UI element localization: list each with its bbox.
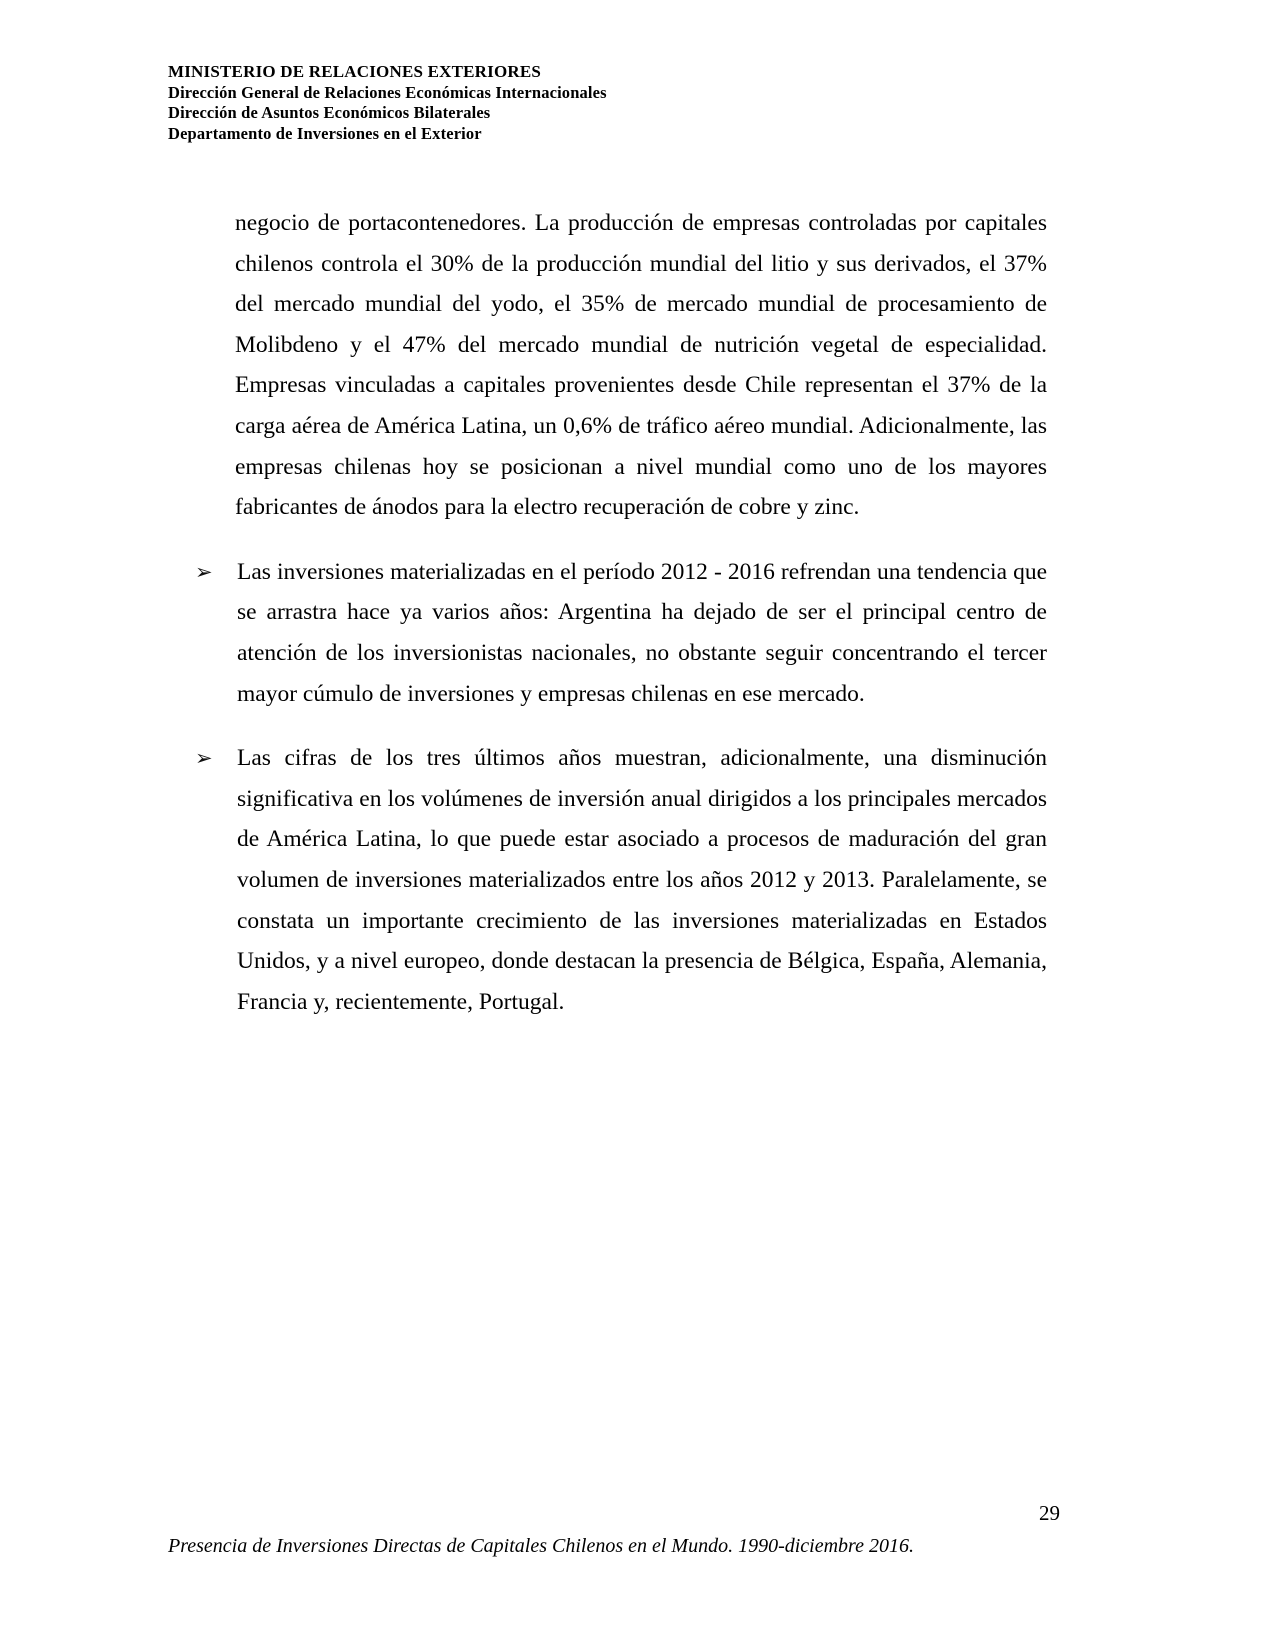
letterhead-header [168, 62, 1048, 144]
bullet-spacer [235, 714, 1047, 738]
list-item-text: Las inversiones materializadas en el período 2012 - 2016 refrendan una tendencia que se arrastra hace ya varios años: Argentina ha dejado de ser el principal centro de atención de los inversionistas nacionales, no obstante seguir concentrando el tercer mayor cúmulo de inversiones y empresas chilenas en ese mercado. [237, 558, 1047, 707]
list-item-text: Las cifras de los tres últimos años muestran, adicionalmente, una disminución significativa en los volúmenes de inversión anual dirigidos a los principales mercados de América Latina, lo que puede estar asociado a procesos de maduración del gran volumen de inversiones materializados entre los años 2012 y 2013. Paralelamente, se constata un importante crecimiento de las inversiones materializadas en Estados Unidos, y a nivel europeo, donde destacan la presencia de Bélgica, España, Alemania, Francia y, recientemente, Portugal. [237, 745, 1047, 1015]
document-body [195, 203, 1047, 1022]
list-item [195, 738, 1047, 1022]
bullet-list [195, 552, 1047, 1023]
footer-citation: Presencia de Inversiones Directas de Capitales Chilenos en el Mundo. 1990-diciembre 2016. [168, 1535, 914, 1557]
page-number: 29 [1039, 1501, 1060, 1525]
header-department: Departamento de Inversiones en el Exterior [168, 123, 482, 143]
list-item [195, 552, 1047, 714]
arrowhead-bullet-icon: ➢ [195, 559, 213, 584]
continuation-paragraph: negocio de portacontenedores. La producción de empresas controladas por capitales chilenos controla el 30% de la producción mundial del litio y sus derivados, el 37% del mercado mundial del yodo, el 35% de mercado mundial de procesamiento de Molibdeno y el 47% del mercado mundial de nutrición vegetal de especialidad. Empresas vinculadas a capitales provenientes desde Chile representan el 37% de la carga aérea de América Latina, un 0,6% de tráfico aéreo mundial. Adicionalmente, las empresas chilenas hoy se posicionan a nivel mundial como uno de los mayores fabricantes de ánodos para la electro recuperación de cobre y zinc. [235, 210, 1047, 521]
arrowhead-bullet-icon: ➢ [195, 746, 213, 771]
paragraph-spacer [235, 528, 1047, 552]
header-ministry-title: MINISTERIO DE RELACIONES EXTERIORES [168, 62, 542, 81]
header-directorate-general: Dirección General de Relaciones Económicas Internacionales [168, 82, 607, 102]
header-bilateral-affairs: Dirección de Asuntos Económicos Bilaterales [168, 103, 491, 122]
